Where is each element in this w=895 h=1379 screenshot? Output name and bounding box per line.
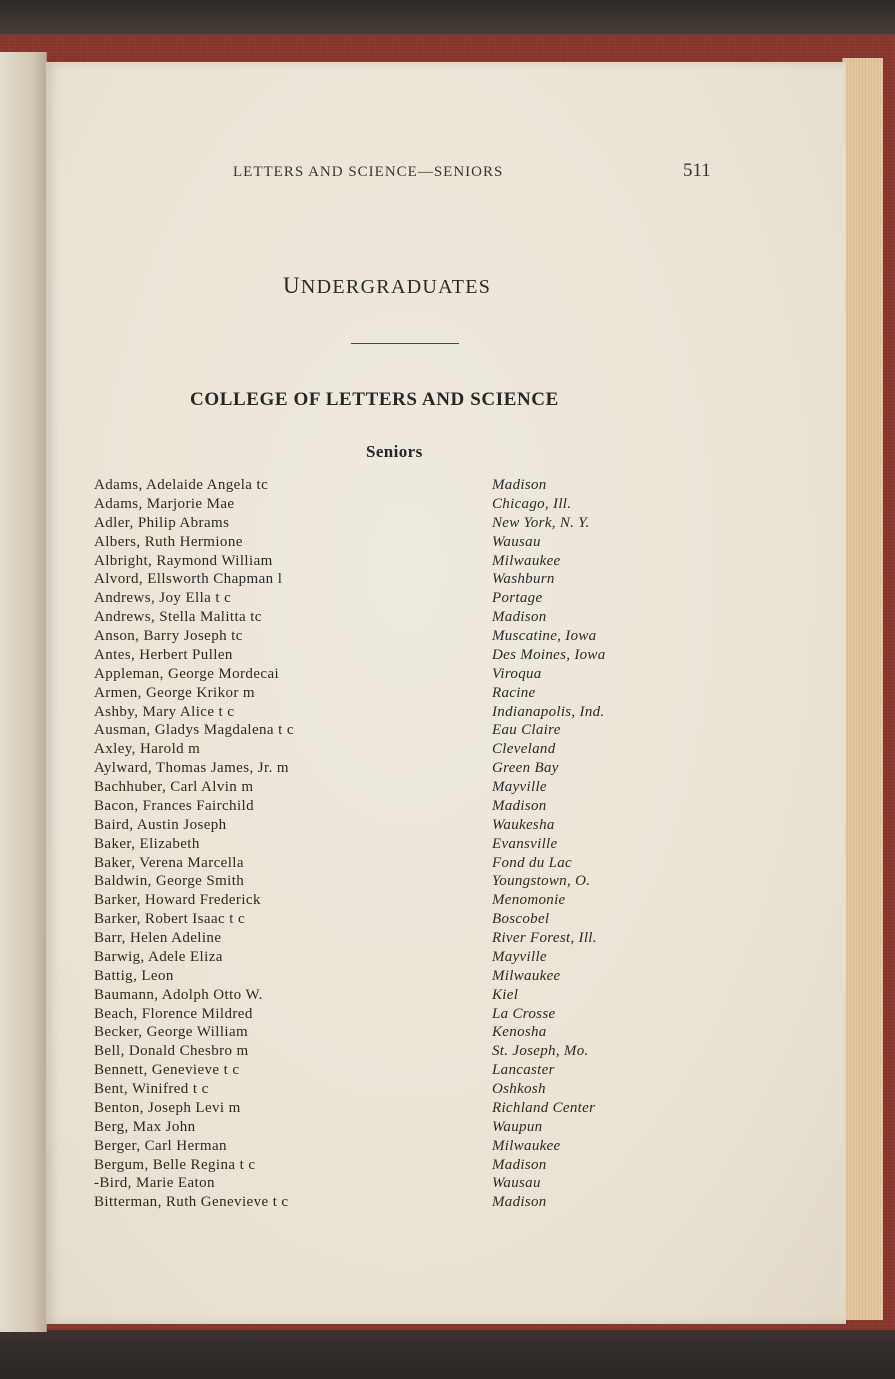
student-name: Albers, Ruth Hermione — [94, 533, 243, 550]
student-hometown: Madison — [492, 797, 547, 814]
student-hometown: Muscatine, Iowa — [492, 628, 597, 644]
student-hometown: Des Moines, Iowa — [492, 646, 606, 663]
student-hometown: Kiel — [492, 986, 519, 1003]
background-bottom — [0, 1330, 895, 1379]
student-name: Beach, Florence Mildred — [94, 1005, 253, 1022]
student-name: Berg, Max John — [94, 1118, 196, 1135]
student-name: Battig, Leon — [94, 967, 174, 984]
student-name: Anson, Barry Joseph tc — [94, 628, 243, 644]
student-name: Benton, Joseph Levi m — [94, 1099, 241, 1116]
student-name: Alvord, Ellsworth Chapman l — [94, 571, 283, 588]
student-name: Baldwin, George Smith — [94, 873, 245, 890]
running-head: LETTERS AND SCIENCE—SENIORS — [233, 164, 504, 180]
student-hometown: Madison — [492, 477, 547, 493]
student-hometown: River Forest, Ill. — [492, 930, 597, 946]
student-hometown: Fond du Lac — [492, 854, 572, 871]
student-hometown: La Crosse — [492, 1005, 556, 1022]
student-name: Bergum, Belle Regina t c — [94, 1156, 256, 1173]
student-hometown: Washburn — [492, 571, 555, 588]
main-heading-rest: NDERGRADUATES — [300, 276, 492, 298]
student-name: Appleman, George Mordecai — [94, 665, 280, 682]
student-name: Bachhuber, Carl Alvin m — [94, 779, 254, 795]
student-hometown: Cleveland — [492, 741, 556, 758]
student-hometown: New York, N. Y. — [492, 514, 590, 531]
student-hometown: Viroqua — [492, 665, 542, 682]
student-hometown: Milwaukee — [492, 1137, 561, 1154]
student-name: -Bird, Marie Eaton — [94, 1175, 215, 1192]
student-hometown: Waupun — [492, 1118, 543, 1135]
student-hometown: Milwaukee — [492, 552, 561, 569]
student-name: Bent, Winifred t c — [94, 1081, 209, 1097]
student-hometown: Madison — [492, 1156, 547, 1173]
student-name: Adams, Adelaide Angela tc — [94, 477, 269, 493]
student-name: Andrews, Stella Malitta tc — [94, 609, 262, 626]
student-name: Baird, Austin Joseph — [94, 816, 227, 833]
student-name: Aylward, Thomas James, Jr. m — [94, 760, 289, 777]
facing-page-edge — [0, 52, 47, 1332]
student-name: Axley, Harold m — [94, 741, 201, 758]
student-hometown: Youngstown, O. — [492, 873, 591, 890]
student-name: Armen, George Krikor m — [94, 684, 255, 701]
student-name: Baker, Verena Marcella — [94, 854, 244, 871]
book-page — [46, 62, 846, 1324]
student-name: Ashby, Mary Alice t c — [94, 703, 235, 720]
student-hometown: Oshkosh — [492, 1081, 546, 1097]
student-hometown: Kenosha — [492, 1024, 547, 1041]
student-hometown: Waukesha — [492, 816, 555, 833]
student-name: Becker, George William — [94, 1024, 249, 1041]
student-name: Adams, Marjorie Mae — [94, 495, 235, 512]
student-name: Barker, Robert Isaac t c — [94, 911, 246, 928]
student-hometown: Green Bay — [492, 760, 559, 777]
student-hometown: Evansville — [492, 835, 558, 852]
college-heading: COLLEGE OF LETTERS AND SCIENCE — [190, 389, 559, 410]
student-hometown: Milwaukee — [492, 967, 561, 984]
student-name: Barker, Howard Frederick — [94, 892, 261, 909]
student-hometown: Madison — [492, 609, 547, 626]
student-name: Adler, Philip Abrams — [94, 514, 230, 531]
student-name: Berger, Carl Herman — [94, 1137, 227, 1154]
page-number: 511 — [683, 160, 711, 181]
student-hometown: Indianapolis, Ind. — [492, 703, 605, 720]
section-heading: Seniors — [366, 442, 423, 461]
student-hometown: Portage — [492, 590, 543, 607]
page-block-edges — [842, 58, 883, 1320]
student-name: Antes, Herbert Pullen — [94, 646, 233, 663]
student-hometown: Boscobel — [492, 911, 550, 928]
student-hometown: Menomonie — [492, 892, 566, 909]
student-hometown: Chicago, Ill. — [492, 495, 572, 512]
student-hometown: Mayville — [492, 779, 547, 795]
main-heading — [283, 273, 491, 299]
student-hometown: Madison — [492, 1194, 547, 1211]
student-hometown: Mayville — [492, 948, 547, 965]
divider-rule — [351, 343, 459, 344]
student-hometown: Lancaster — [492, 1062, 555, 1079]
student-hometown: Racine — [492, 684, 536, 701]
student-name: Baker, Elizabeth — [94, 835, 200, 852]
student-hometown: St. Joseph, Mo. — [492, 1043, 589, 1060]
student-name: Barwig, Adele Eliza — [94, 948, 223, 965]
student-name: Albright, Raymond William — [94, 552, 273, 569]
student-name: Bennett, Genevieve t c — [94, 1062, 240, 1079]
main-heading-initial: U — [283, 273, 301, 298]
student-name: Bitterman, Ruth Genevieve t c — [94, 1194, 289, 1211]
student-name: Ausman, Gladys Magdalena t c — [94, 722, 294, 739]
student-name: Andrews, Joy Ella t c — [94, 590, 232, 607]
student-hometown: Eau Claire — [492, 722, 561, 739]
student-name: Baumann, Adolph Otto W. — [94, 986, 263, 1003]
student-hometown: Wausau — [492, 1175, 541, 1192]
student-name: Barr, Helen Adeline — [94, 930, 222, 946]
student-hometown: Richland Center — [492, 1099, 596, 1116]
student-name: Bacon, Frances Fairchild — [94, 797, 254, 814]
student-hometown: Wausau — [492, 533, 541, 550]
student-name: Bell, Donald Chesbro m — [94, 1043, 249, 1060]
